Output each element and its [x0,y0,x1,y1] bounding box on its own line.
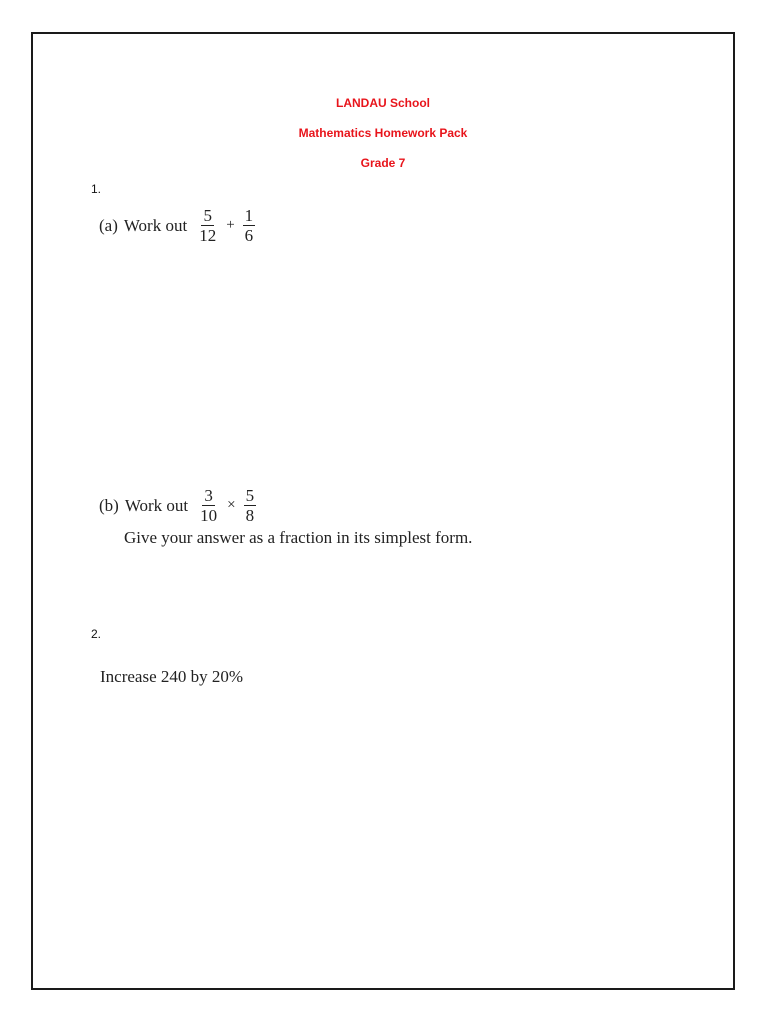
fraction-numerator: 1 [244,206,254,225]
fraction-5-12 [197,206,218,245]
fraction-3-10 [198,486,219,525]
plus-operator: + [226,217,235,233]
part-a-text: Work out [123,215,188,235]
question-2-number: 2. [91,627,102,641]
part-b-label: (b) [99,495,119,515]
fraction-5-8 [244,486,257,525]
fraction-numerator: 5 [245,486,255,505]
fraction-denominator: 12 [199,226,217,245]
grade-label: Grade 7 [360,156,406,170]
part-b-text: Work out [124,495,189,515]
fraction-denominator: 8 [245,506,255,525]
question-1b [99,486,262,525]
fraction-denominator: 10 [200,506,218,525]
worksheet-title: Mathematics Homework Pack [298,126,468,140]
fraction-numerator: 5 [203,206,212,225]
question-2-text: Increase 240 by 20% [100,667,244,686]
fraction-denominator: 6 [244,226,254,245]
part-a-label: (a) [99,215,118,235]
multiply-operator: × [227,497,236,513]
fraction-numerator: 3 [204,486,213,505]
fraction-1-6 [243,206,256,245]
question-1a [99,206,261,245]
worksheet-page [31,32,735,990]
question-1-number: 1. [91,182,102,196]
school-name: LANDAU School [336,96,430,110]
part-b-instruction: Give your answer as a fraction in its simplest form. [124,528,473,547]
